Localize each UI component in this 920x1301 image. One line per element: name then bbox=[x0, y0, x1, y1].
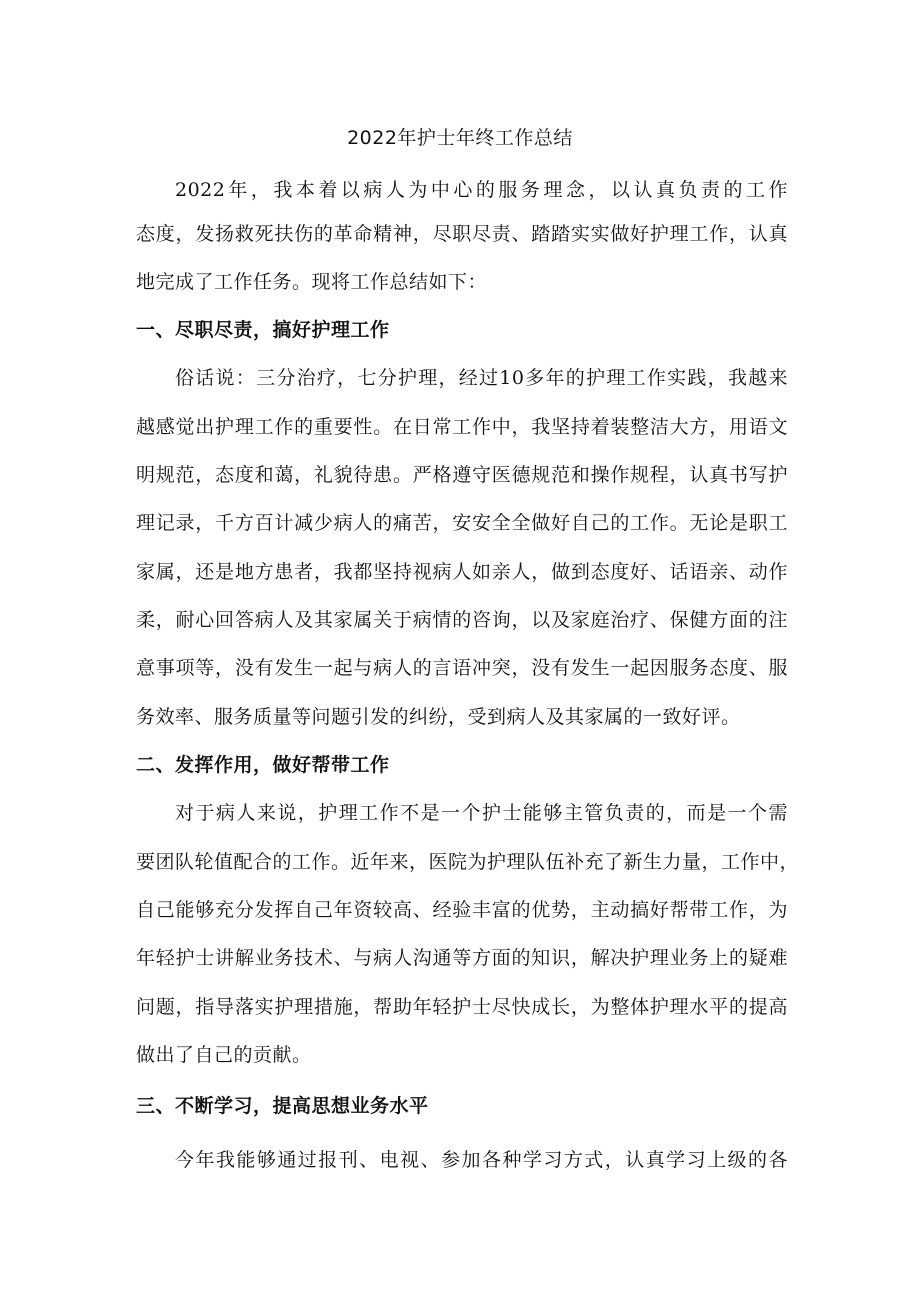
document-title: 2022年护士年终工作总结 bbox=[347, 127, 573, 149]
paragraph-line: 柔，耐心回答病人及其家属关于病情的咨询，以及家庭治疗、保健方面的注 bbox=[136, 609, 788, 631]
paragraph-line: 俗话说：三分治疗，七分护理，经过10多年的护理工作实践，我越来 bbox=[175, 367, 788, 389]
section-heading: 一、尽职尽责，搞好护理工作 bbox=[136, 319, 390, 341]
paragraph-line: 务效率、服务质量等问题引发的纠纷，受到病人及其家属的一致好评。 bbox=[136, 706, 741, 728]
paragraph-line: 态度，发扬救死扶伤的革命精神，尽职尽责、踏踏实实做好护理工作，认真 bbox=[136, 223, 788, 245]
paragraph-line: 今年我能够通过报刊、电视、参加各种学习方式，认真学习上级的各 bbox=[175, 1149, 788, 1171]
paragraph-line: 理记录，千方百计减少病人的痛苦，安安全全做好自己的工作。无论是职工 bbox=[136, 512, 788, 534]
paragraph-line: 对于病人来说，护理工作不是一个护士能够主管负责的，而是一个需 bbox=[175, 802, 788, 824]
paragraph-line: 越感觉出护理工作的重要性。在日常工作中，我坚持着装整洁大方，用语文 bbox=[136, 416, 788, 438]
paragraph-line: 地完成了工作任务。现将工作总结如下： bbox=[136, 271, 488, 293]
section-heading: 二、发挥作用，做好帮带工作 bbox=[136, 754, 390, 776]
paragraph-line: 要团队轮值配合的工作。近年来，医院为护理队伍补充了新生力量，工作中， bbox=[136, 851, 800, 873]
paragraph-line: 自己能够充分发挥自己年资较高、经验丰富的优势，主动搞好帮带工作，为 bbox=[136, 899, 788, 921]
paragraph-line: 意事项等，没有发生一起与病人的言语冲突，没有发生一起因服务态度、服 bbox=[136, 657, 788, 679]
paragraph-line: 家属，还是地方患者，我都坚持视病人如亲人，做到态度好、话语亲、动作 bbox=[136, 561, 788, 583]
paragraph-line: 问题，指导落实护理措施，帮助年轻护士尽快成长，为整体护理水平的提高 bbox=[136, 996, 788, 1018]
paragraph-line: 做出了自己的贡献。 bbox=[136, 1044, 312, 1066]
section-heading: 三、不断学习，提高思想业务水平 bbox=[136, 1095, 429, 1117]
paragraph-line: 年轻护士讲解业务技术、与病人沟通等方面的知识，解决护理业务上的疑难 bbox=[136, 947, 788, 969]
paragraph-line: 明规范，态度和蔼，礼貌待患。严格遵守医德规范和操作规程，认真书写护 bbox=[136, 464, 788, 486]
paragraph-line: 2022年，我本着以病人为中心的服务理念，以认真负责的工作 bbox=[175, 179, 788, 201]
